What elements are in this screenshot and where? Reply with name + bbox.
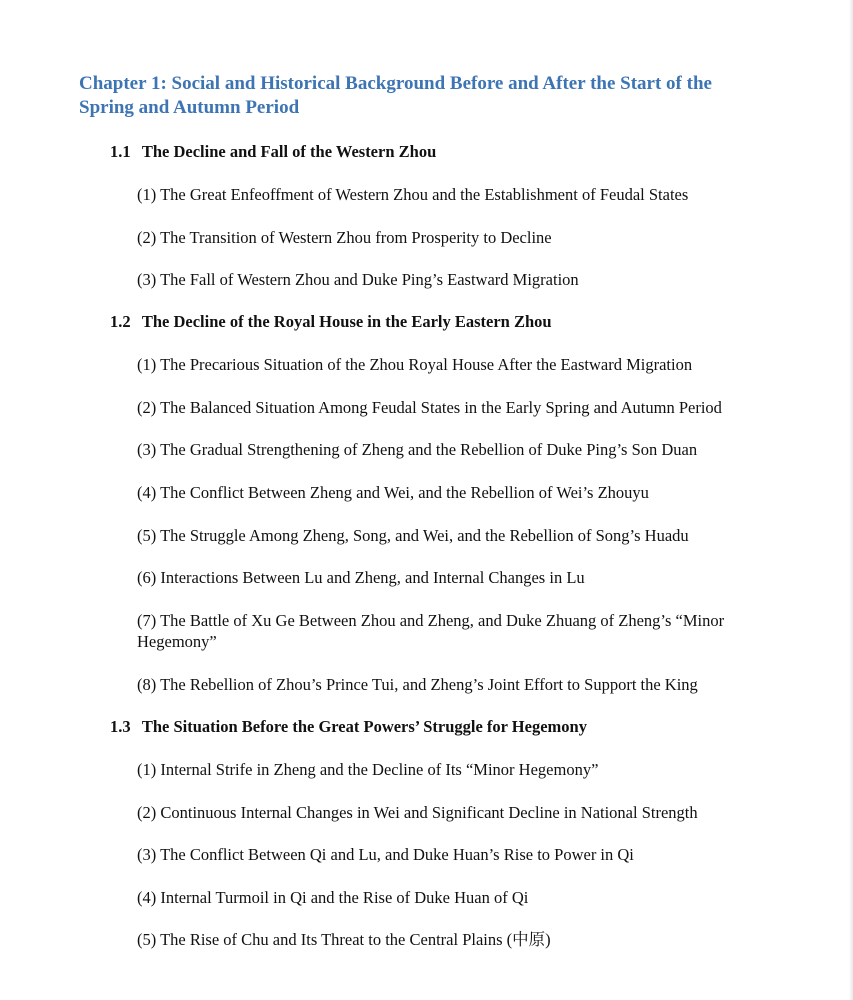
section-heading-1-3 xyxy=(110,717,587,737)
toc-item: (5) The Struggle Among Zheng, Song, and Wei, and the Rebellion of Song’s Huadu xyxy=(137,526,689,545)
toc-item: (7) The Battle of Xu Ge Between Zhou and Zheng, and Duke Zhuang of Zheng’s “Minor Hegemony” xyxy=(137,611,725,651)
section-title: The Situation Before the Great Powers’ Struggle for Hegemony xyxy=(141,717,587,736)
toc-item: (1) The Great Enfeoffment of Western Zhou and the Establishment of Feudal States xyxy=(137,185,689,204)
section-heading-1-1 xyxy=(110,142,436,162)
toc-item: (6) Interactions Between Lu and Zheng, and Internal Changes in Lu xyxy=(137,568,585,587)
toc-item: (4) Internal Turmoil in Qi and the Rise of Duke Huan of Qi xyxy=(137,888,529,907)
section-title: The Decline of the Royal House in the Early Eastern Zhou xyxy=(141,312,552,331)
toc-item: (3) The Gradual Strengthening of Zheng and the Rebellion of Duke Ping’s Son Duan xyxy=(137,440,698,459)
toc-item: (2) The Transition of Western Zhou from Prosperity to Decline xyxy=(137,228,552,247)
page-edge-shadow xyxy=(849,0,853,1000)
toc-item: (3) The Conflict Between Qi and Lu, and Duke Huan’s Rise to Power in Qi xyxy=(137,845,634,864)
toc-item: (2) The Balanced Situation Among Feudal States in the Early Spring and Autumn Period xyxy=(137,398,722,417)
section-title: The Decline and Fall of the Western Zhou xyxy=(141,142,437,161)
section-number: 1.2 xyxy=(110,312,131,331)
toc-item: (2) Continuous Internal Changes in Wei and Significant Decline in National Strength xyxy=(137,803,698,822)
toc-item: (5) The Rise of Chu and Its Threat to the Central Plains (中原) xyxy=(137,930,551,949)
toc-item: (3) The Fall of Western Zhou and Duke Ping’s Eastward Migration xyxy=(137,270,579,289)
toc-item: (4) The Conflict Between Zheng and Wei, and the Rebellion of Wei’s Zhouyu xyxy=(137,483,649,502)
section-number: 1.3 xyxy=(110,717,131,736)
chapter-title: Chapter 1: Social and Historical Background Before and After the Start of the Spring and Autumn Period xyxy=(79,73,712,118)
toc-item: (1) The Precarious Situation of the Zhou Royal House After the Eastward Migration xyxy=(137,355,693,374)
section-number: 1.1 xyxy=(110,142,131,161)
section-heading-1-2 xyxy=(110,312,552,332)
toc-item: (1) Internal Strife in Zheng and the Decline of Its “Minor Hegemony” xyxy=(137,760,599,779)
toc-item: (8) The Rebellion of Zhou’s Prince Tui, and Zheng’s Joint Effort to Support the King xyxy=(137,675,698,694)
